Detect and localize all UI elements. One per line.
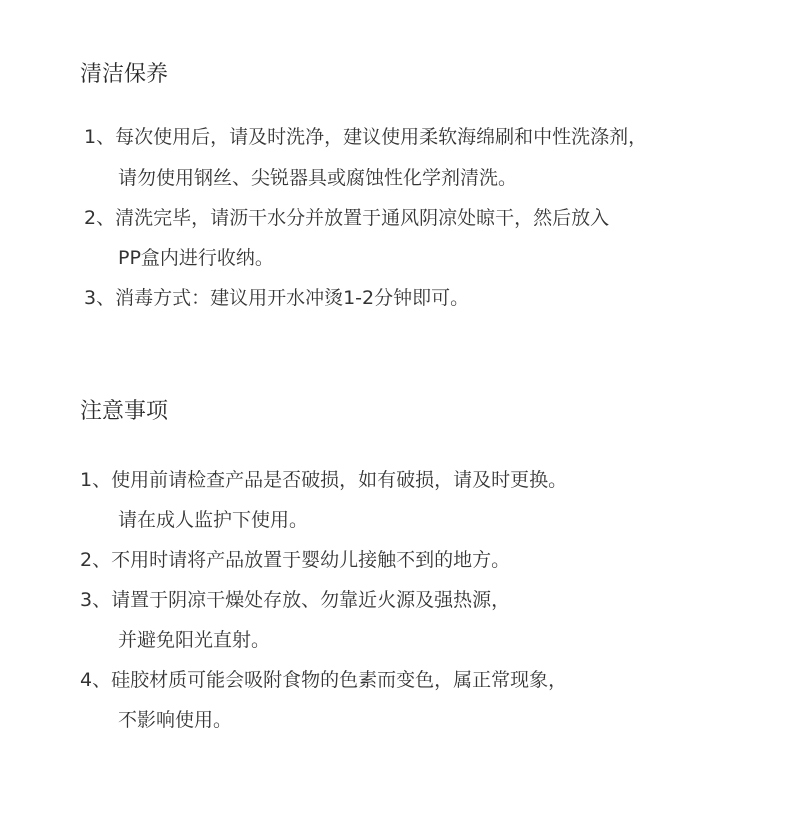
care-item-2-line-2: PP盒内进行收纳。	[118, 247, 274, 269]
notes-item-2-line-1: 2、不用时请将产品放置于婴幼儿接触不到的地方。	[80, 549, 511, 571]
notes-item-3-line-2: 并避免阳光直射。	[118, 629, 271, 651]
care-item-3-line-1: 3、消毒方式：建议用开水冲烫1-2分钟即可。	[84, 287, 470, 309]
care-item-2-line-1: 2、清洗完毕，请沥干水分并放置于通风阴凉处晾干，然后放入	[84, 207, 610, 229]
notes-item-3-line-1: 3、请置于阴凉干燥处存放、勿靠近火源及强热源，	[80, 589, 511, 611]
notes-item-4-line-1: 4、硅胶材质可能会吸附食物的色素而变色，属正常现象，	[80, 669, 568, 691]
care-title: 清洁保养	[80, 62, 169, 87]
notes-title: 注意事项	[80, 399, 169, 424]
care-item-1-line-1: 1、每次使用后，请及时洗净，建议使用柔软海绵刷和中性洗涤剂，	[84, 126, 648, 148]
notes-item-4-line-2: 不影响使用。	[118, 709, 233, 731]
notes-item-1-line-1: 1、使用前请检查产品是否破损，如有破损，请及时更换。	[80, 469, 568, 491]
care-item-1-line-2: 请勿使用钢丝、尖锐器具或腐蚀性化学剂清洗。	[118, 167, 518, 189]
notes-item-1-line-2: 请在成人监护下使用。	[118, 509, 309, 531]
